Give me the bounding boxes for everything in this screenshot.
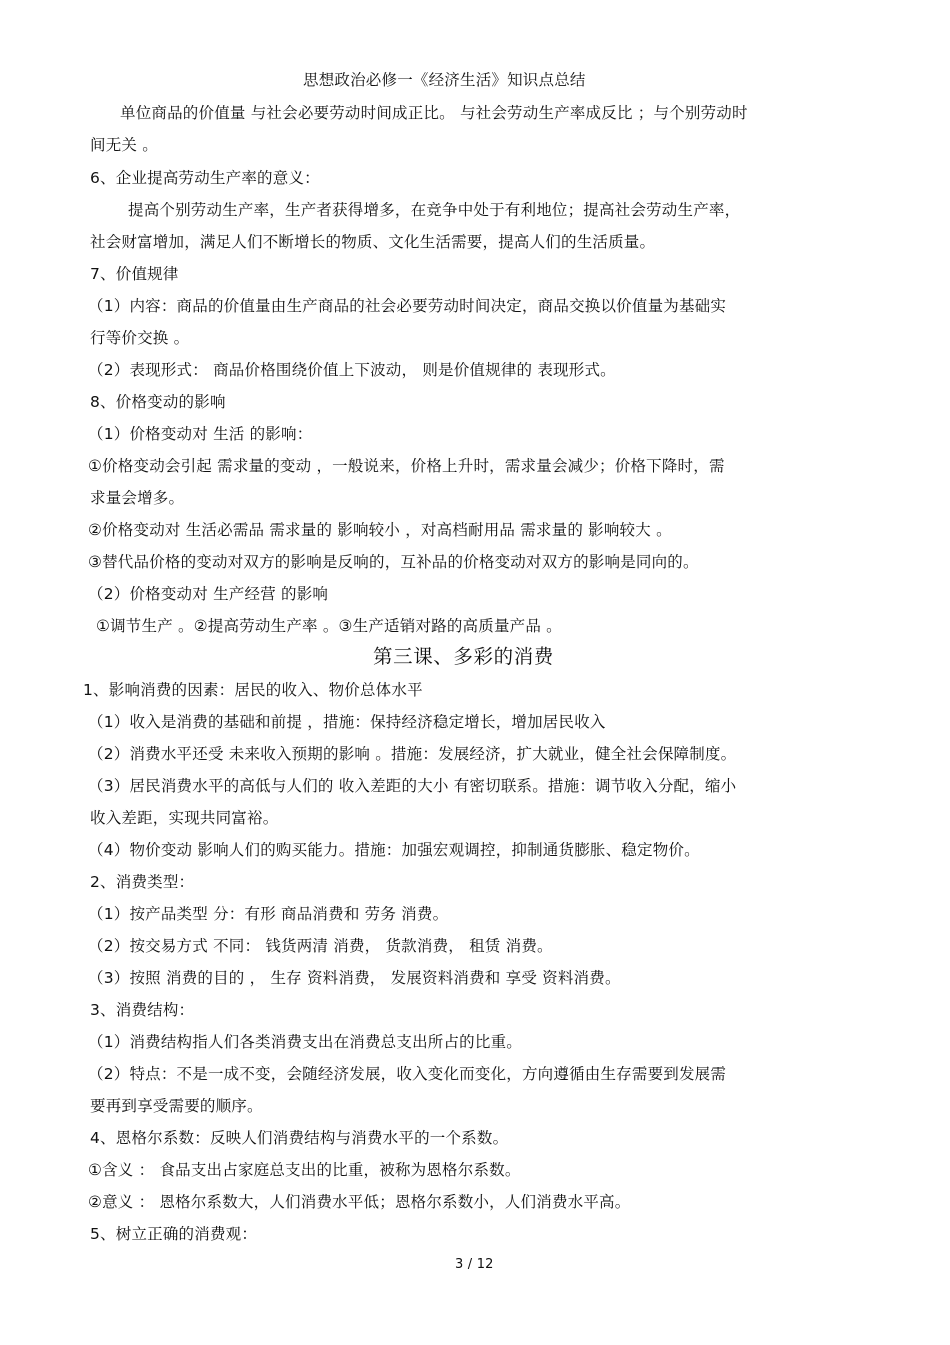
text-line: （1）消费结构指人们各类消费支出在消费总支出所占的比重。 xyxy=(88,1033,522,1051)
text-line: （3）按照 消费的目的 ， 生存 资料消费， 发展资料消费和 享受 资料消费。 xyxy=(88,969,621,987)
text-line: （1）内容：商品的价值量由生产商品的社会必要劳动时间决定，商品交换以价值量为基础实 xyxy=(88,297,727,315)
section-heading: 8、价格变动的影响 xyxy=(90,393,226,411)
section-heading: 6、企业提高劳动生产率的意义： xyxy=(90,169,320,187)
text-line: ②价格变动对 生活必需品 需求量的 影响较小 ，对高档耐用品 需求量的 影响较大 。 xyxy=(88,521,672,539)
section-heading: 4、恩格尔系数：反映人们消费结构与消费水平的一个系数。 xyxy=(90,1129,509,1147)
text-line: （2）价格变动对 生产经营 的影响 xyxy=(88,585,329,603)
text-line: （2）按交易方式 不同： 钱货两清 消费， 货款消费， 租赁 消费。 xyxy=(88,937,553,955)
text-line: （4）物价变动 影响人们的购买能力。措施：加强宏观调控，抑制通货膨胀、稳定物价。 xyxy=(88,841,700,859)
text-line: ③替代品价格的变动对双方的影响是反响的，互补品的价格变动对双方的影响是同向的。 xyxy=(88,553,699,571)
text-line: ②意义 ： 恩格尔系数大，人们消费水平低；恩格尔系数小，人们消费水平高。 xyxy=(88,1193,631,1211)
text-line: （2）表现形式： 商品价格围绕价值上下波动， 则是价值规律的 表现形式。 xyxy=(88,361,616,379)
lesson-heading: 第三课、多彩的消费 xyxy=(373,645,554,668)
section-heading: 2、消费类型： xyxy=(90,873,195,891)
section-heading: 3、消费结构： xyxy=(90,1001,195,1019)
text-line: 单位商品的价值量 与社会必要劳动时间成正比。 与社会劳动生产率成反比 ；与个别劳动时 xyxy=(120,104,748,122)
text-line: 收入差距，实现共同富裕。 xyxy=(90,809,279,827)
text-line: ①价格变动会引起 需求量的变动 ，一般说来，价格上升时，需求量会减少；价格下降时，需 xyxy=(88,457,725,475)
text-line: 社会财富增加，满足人们不断增长的物质、文化生活需要，提高人们的生活质量。 xyxy=(90,233,656,251)
text-line: （1）价格变动对 生活 的影响： xyxy=(88,425,313,443)
text-line: 要再到享受需要的顺序。 xyxy=(90,1097,263,1115)
text-line: 行等价交换 。 xyxy=(90,329,190,347)
text-line: （2）特点：不是一成不变，会随经济发展，收入变化而变化，方向遵循由生存需要到发展需 xyxy=(88,1065,727,1083)
text-line: 求量会增多。 xyxy=(90,489,185,507)
text-line: 提高个别劳动生产率，生产者获得增多，在竞争中处于有利地位；提高社会劳动生产率， xyxy=(128,201,741,219)
text-line: （3）居民消费水平的高低与人们的 收入差距的大小 有密切联系。措施：调节收入分配，缩小 xyxy=(88,777,737,795)
section-heading: 5、树立正确的消费观： xyxy=(90,1225,258,1243)
text-line: ①含义 ： 食品支出占家庭总支出的比重，被称为恩格尔系数。 xyxy=(88,1161,521,1179)
text-line: ①调节生产 。②提高劳动生产率 。③生产适销对路的高质量产品 。 xyxy=(96,617,562,635)
text-line: （2）消费水平还受 未来收入预期的影响 。措施：发展经济，扩大就业，健全社会保障制度。 xyxy=(88,745,737,763)
section-heading: 1、影响消费的因素：居民的收入、物价总体水平 xyxy=(83,681,423,699)
text-line: （1）按产品类型 分：有形 商品消费和 劳务 消费。 xyxy=(88,905,449,923)
section-heading: 7、价值规律 xyxy=(90,265,179,283)
text-line: 间无关 。 xyxy=(90,136,158,154)
page-number: 3 / 12 xyxy=(455,1257,494,1272)
document-title: 思想政治必修一《经济生活》知识点总结 xyxy=(303,71,586,89)
text-line: （1）收入是消费的基础和前提 ，措施：保持经济稳定增长，增加居民收入 xyxy=(88,713,606,731)
